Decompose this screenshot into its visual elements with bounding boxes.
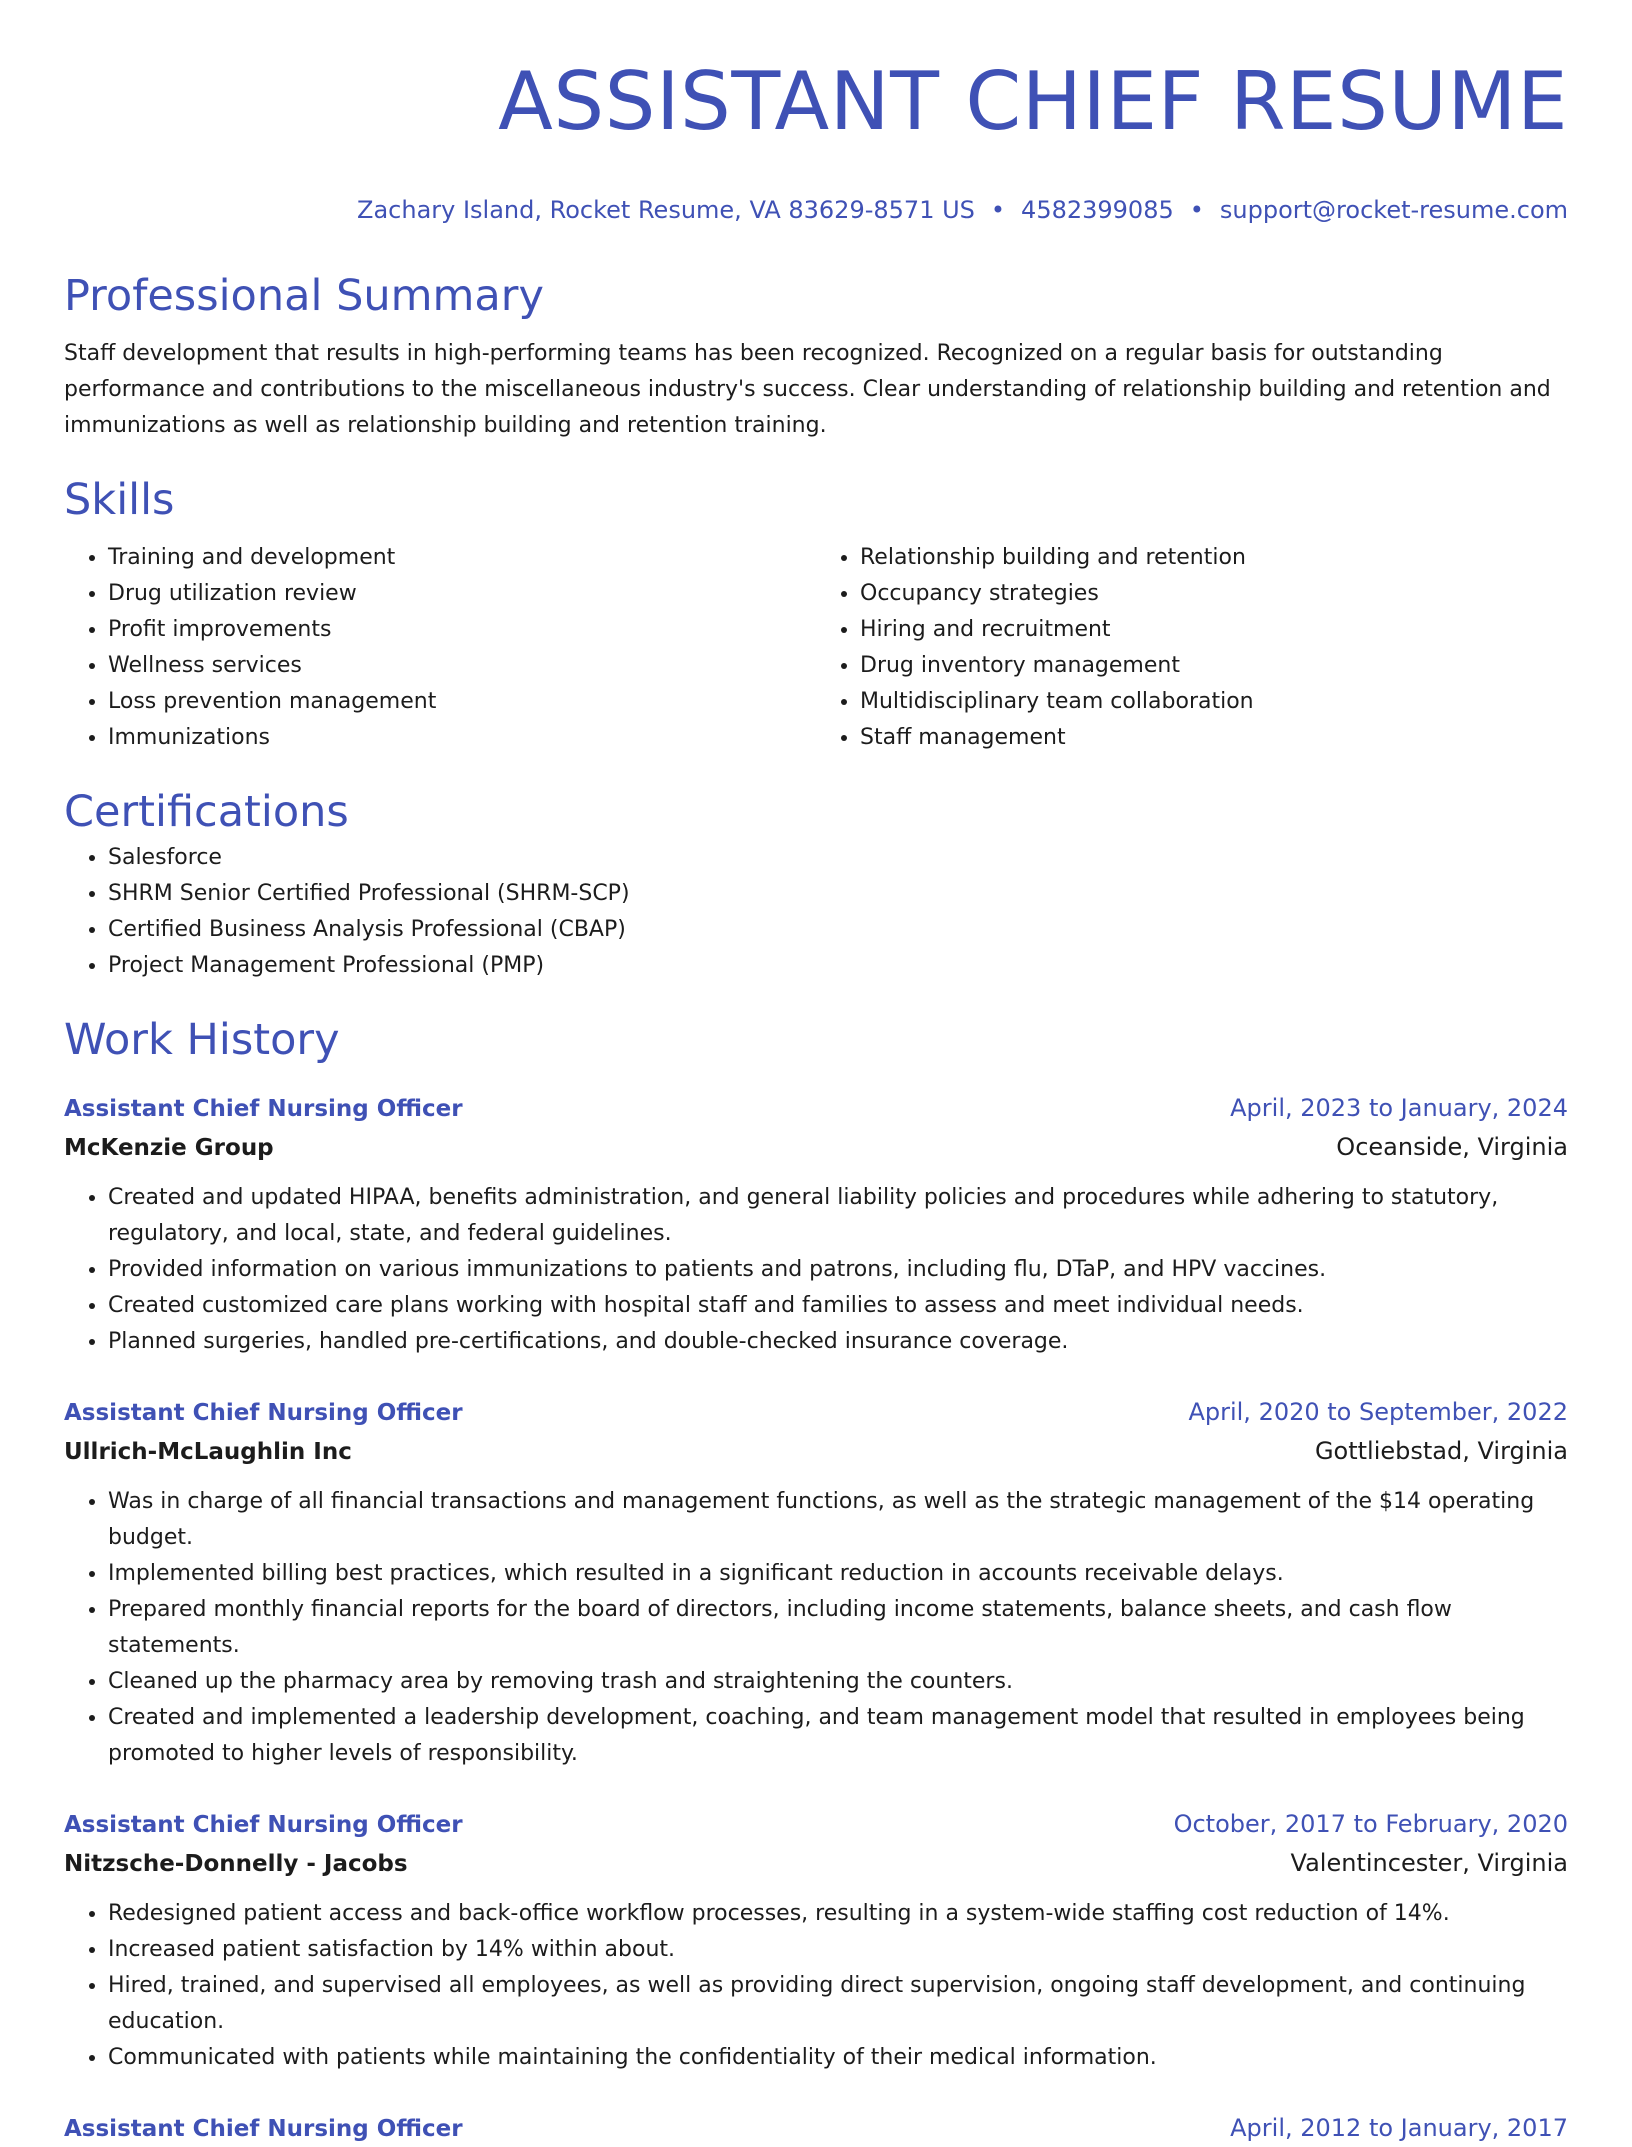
- certification-item: • Salesforce: [108, 840, 1568, 876]
- job-bullet: • Implemented billing best practices, which resulted in a significant reduction in accounts receivable delays.: [108, 1556, 1568, 1592]
- job-bullets: [64, 1896, 1568, 2076]
- job-dates: October, 2017 to February, 2020: [1173, 1810, 1568, 1838]
- skill-item: • Wellness services: [108, 648, 816, 684]
- contact-line: [64, 194, 1568, 226]
- certification-item: • SHRM Senior Certified Professional (SHRM-SCP): [108, 876, 1568, 912]
- job-title: Assistant Chief Nursing Officer: [64, 1096, 463, 1122]
- skills-list-right: [816, 540, 1568, 756]
- skill-item: • Occupancy strategies: [860, 576, 1568, 612]
- skill-item: • Profit improvements: [108, 612, 816, 648]
- skills-list-left: [64, 540, 816, 756]
- job-company: Ullrich-McLaughlin Inc: [64, 1439, 352, 1465]
- job-bullet: • Planned surgeries, handled pre-certifications, and double-checked insurance coverage.: [108, 1324, 1568, 1360]
- job-bullet: • Cleaned up the pharmacy area by removing trash and straightening the counters.: [108, 1664, 1568, 1700]
- skill-item: • Multidisciplinary team collaboration: [860, 684, 1568, 720]
- job-title: Assistant Chief Nursing Officer: [64, 2116, 463, 2142]
- job-title: Assistant Chief Nursing Officer: [64, 1400, 463, 1426]
- resume-title: ASSISTANT CHIEF RESUME: [498, 55, 1568, 148]
- job-header-row: [64, 2110, 1568, 2147]
- job-bullets: [64, 1484, 1568, 1772]
- skills-heading: Skills: [64, 475, 175, 525]
- job-dates: April, 2012 to January, 2017: [1230, 2114, 1568, 2142]
- job-bullet: • Increased patient satisfaction by 14% within about.: [108, 1932, 1568, 1968]
- job-company-row: [64, 1129, 1568, 1166]
- certifications-heading: Certifications: [64, 787, 349, 837]
- job-bullet: • Communicated with patients while maintaining the confidentiality of their medical information.: [108, 2040, 1568, 2076]
- skill-item: • Loss prevention management: [108, 684, 816, 720]
- job-company-row: [64, 1845, 1568, 1882]
- skills-columns: [64, 540, 1568, 756]
- skill-item: • Drug utilization review: [108, 576, 816, 612]
- summary-heading: Professional Summary: [64, 271, 544, 321]
- job-bullet: • Created and updated HIPAA, benefits administration, and general liability policies and procedures while adhering to statutory, regulatory, and local, state, and federal guidelines.: [108, 1180, 1568, 1252]
- job-header-row: [64, 1090, 1568, 1127]
- job-bullet: • Created and implemented a leadership development, coaching, and team management model that resulted in employees being promoted to higher levels of responsibility.: [108, 1700, 1568, 1772]
- job-entry: [64, 1806, 1568, 2076]
- job-bullet: • Created customized care plans working with hospital staff and families to assess and meet individual needs.: [108, 1288, 1568, 1324]
- contact-separator: •: [1189, 196, 1204, 224]
- contact-email[interactable]: support@rocket-resume.com: [1219, 196, 1568, 224]
- job-bullet: • Redesigned patient access and back-office workflow processes, resulting in a system-wide staffing cost reduction of 14%.: [108, 1896, 1568, 1932]
- job-location: Oceanside, Virginia: [1336, 1133, 1568, 1161]
- summary-text: Staff development that results in high-performing teams has been recognized. Recognized on a regular basis for outstanding performance and contributions to the miscellaneous industry's success. Clear understanding of relationship building and retention and immunizations as well as relationship building and retention training.: [64, 341, 1551, 438]
- skill-item: • Staff management: [860, 720, 1568, 756]
- job-bullet: • Prepared monthly financial reports for the board of directors, including income statements, balance sheets, and cash flow statements.: [108, 1592, 1568, 1664]
- skill-item: • Hiring and recruitment: [860, 612, 1568, 648]
- work-history-heading: Work History: [64, 1015, 340, 1065]
- skill-item: • Immunizations: [108, 720, 816, 756]
- job-header-row: [64, 1806, 1568, 1843]
- job-company-row: [64, 1433, 1568, 1470]
- certification-item: • Project Management Professional (PMP): [108, 948, 1568, 984]
- skill-item: • Relationship building and retention: [860, 540, 1568, 576]
- job-title: Assistant Chief Nursing Officer: [64, 1812, 463, 1838]
- certification-item: • Certified Business Analysis Professional (CBAP): [108, 912, 1568, 948]
- job-entry: [64, 2110, 1568, 2147]
- job-header-row: [64, 1394, 1568, 1431]
- job-location: Valentincester, Virginia: [1290, 1849, 1568, 1877]
- contact-phone: 4582399085: [1021, 196, 1174, 224]
- job-bullets: [64, 1180, 1568, 1360]
- job-entry: [64, 1394, 1568, 1772]
- job-company: Nitzsche-Donnelly - Jacobs: [64, 1851, 408, 1877]
- skill-item: • Training and development: [108, 540, 816, 576]
- contact-separator: •: [990, 196, 1006, 224]
- job-bullet: • Was in charge of all financial transactions and management functions, as well as the strategic management of the $14 operating budget.: [108, 1484, 1568, 1556]
- job-location: Gottliebstad, Virginia: [1314, 1437, 1568, 1465]
- job-bullet: • Provided information on various immunizations to patients and patrons, including flu, DTaP, and HPV vaccines.: [108, 1252, 1568, 1288]
- job-dates: April, 2020 to September, 2022: [1188, 1398, 1568, 1426]
- job-company: McKenzie Group: [64, 1135, 274, 1161]
- job-entry: [64, 1090, 1568, 1360]
- job-dates: April, 2023 to January, 2024: [1230, 1094, 1568, 1122]
- contact-address: Zachary Island, Rocket Resume, VA 83629-8571 US: [357, 196, 975, 224]
- job-bullet: • Hired, trained, and supervised all employees, as well as providing direct supervision, ongoing staff development, and continuing education.: [108, 1968, 1568, 2040]
- skill-item: • Drug inventory management: [860, 648, 1568, 684]
- certifications-list: [64, 840, 1568, 984]
